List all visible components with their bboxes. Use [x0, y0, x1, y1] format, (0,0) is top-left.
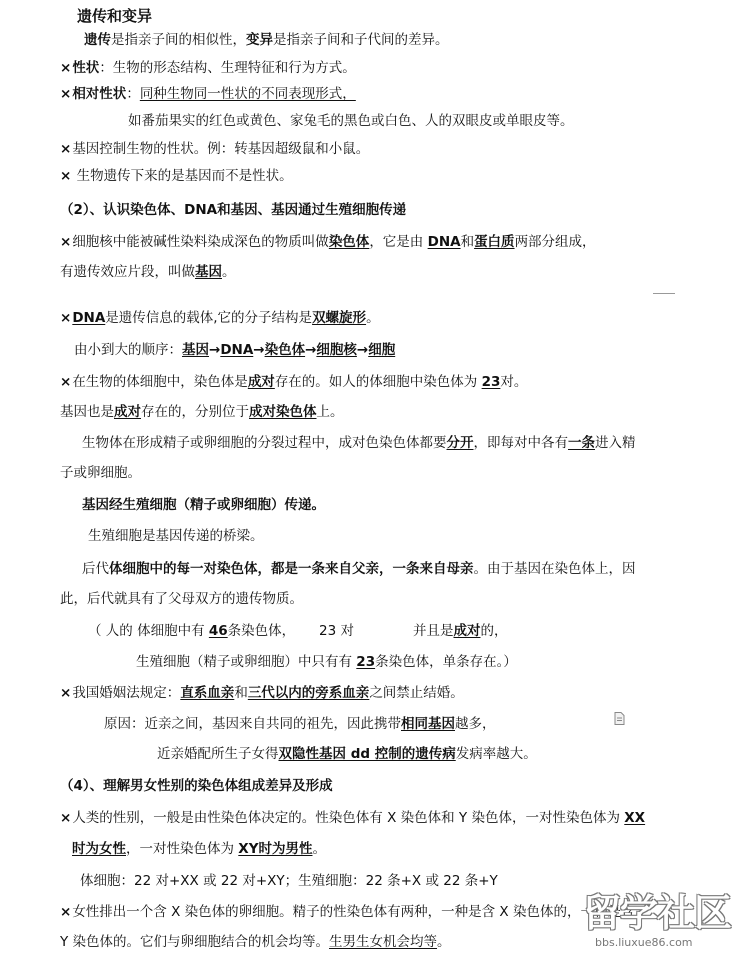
line-bridge: 生殖细胞是基因传递的桥梁。 — [88, 528, 264, 544]
line-germ-cell: 生殖细胞（精子或卵细胞）中只有有 23条染色体，单条存在。） — [136, 654, 517, 670]
line-paired-gene: 基因也是成对存在的，分别位于成对染色体上。 — [60, 404, 344, 420]
section-heading-2: （2）、认识染色体、DNA和基因、基因通过生殖细胞传递 — [60, 202, 407, 218]
line-trait: ×性状：生物的形态结构、生理特征和行为方式。 — [60, 60, 356, 76]
line-egg-sperm: ×女性排出一个含 X 染色体的卵细胞。精子的性染色体有两种，一种是含 X 染色体的，一种是含 — [60, 904, 635, 920]
line-gene-def: 有遗传效应片段，叫做基因。 — [60, 264, 236, 280]
watermark-url: bbs.liuxue86.com — [595, 936, 693, 949]
corner-mark — [653, 293, 675, 294]
line-paired-chromosome: ×在生物的体细胞中，染色体是成对存在的。如人的体细胞中染色体为 23对。 — [60, 374, 528, 390]
doc-title: 遗传和变异 — [77, 7, 153, 25]
line-marriage-law: ×我国婚姻法规定：直系血亲和三代以内的旁系血亲之间禁止结婚。 — [60, 685, 464, 701]
line-sex-determination: ×人类的性别，一般是由性染色体决定的。性染色体有 X 染色体和 Y 染色体，一对性染色体为 XX — [60, 810, 646, 826]
line-cell-formula: 体细胞：22 对+XX 或 22 对+XY；生殖细胞：22 条+X 或 22 条+Y — [80, 873, 498, 889]
line-relative-trait: ×相对性状：同种生物同一性状的不同表现形式， — [60, 86, 356, 102]
line-chromosome-def: ×细胞核中能被碱性染料染成深色的物质叫做染色体，它是由 DNA和蛋白质两部分组成， — [60, 234, 596, 250]
line-reason: 原因：近亲之间，基因来自共同的祖先，因此携带相同基因越多， — [104, 716, 496, 732]
line-meiosis: 生物体在形成精子或卵细胞的分裂过程中，成对色染色体都要分开，即每对中各有一条进入精 — [82, 435, 636, 451]
line-dna-carrier: ×DNA是遗传信息的载体,它的分子结构是双螺旋形。 — [60, 310, 380, 326]
line-gene-transfer: 基因经生殖细胞（精子或卵细胞）传递。 — [82, 497, 325, 513]
line-meiosis-cont: 子或卵细胞。 — [60, 465, 141, 481]
watermark-logo: 留学社区 — [583, 891, 732, 935]
line-equal-chance: Y 染色体的。它们与卵细胞结合的机会均等。生男生女机会均等。 — [60, 934, 451, 950]
line-consanguine: 近亲婚配所生子女得双隐性基因 dd 控制的遗传病发病率越大。 — [157, 746, 537, 762]
section-heading-4: （4）、理解男女性别的染色体组成差异及形成 — [60, 778, 333, 794]
line-offspring: 后代体细胞中的每一对染色体，都是一条来自父亲，一条来自母亲。由于基因在染色体上，因 — [82, 561, 636, 577]
line-size-order: 由小到大的顺序：基因→DNA→染色体→细胞核→细胞 — [74, 342, 396, 358]
document-icon[interactable] — [614, 712, 625, 725]
site-watermark — [583, 882, 743, 959]
line-examples: 如番茄果实的红色或黄色、家兔毛的黑色或白色、人的双眼皮或单眼皮等。 — [128, 113, 574, 129]
line-human-chromosomes: （ 人的 体细胞中有 46条染色体， 23 对 并且是成对的， — [88, 623, 508, 639]
line-gene-control: ×基因控制生物的性状。例：转基因超级鼠和小鼠。 — [60, 141, 370, 157]
line-offspring-cont: 此，后代就具有了父母双方的遗传物质。 — [60, 591, 303, 607]
line-heredity-def: 遗传是指亲子间的相似性，变异是指亲子间和子代间的差异。 — [84, 32, 449, 48]
line-female-male: 时为女性，一对性染色体为 XY时为男性。 — [72, 841, 326, 857]
line-inherit-gene: × 生物遗传下来的是基因而不是性状。 — [60, 168, 293, 184]
